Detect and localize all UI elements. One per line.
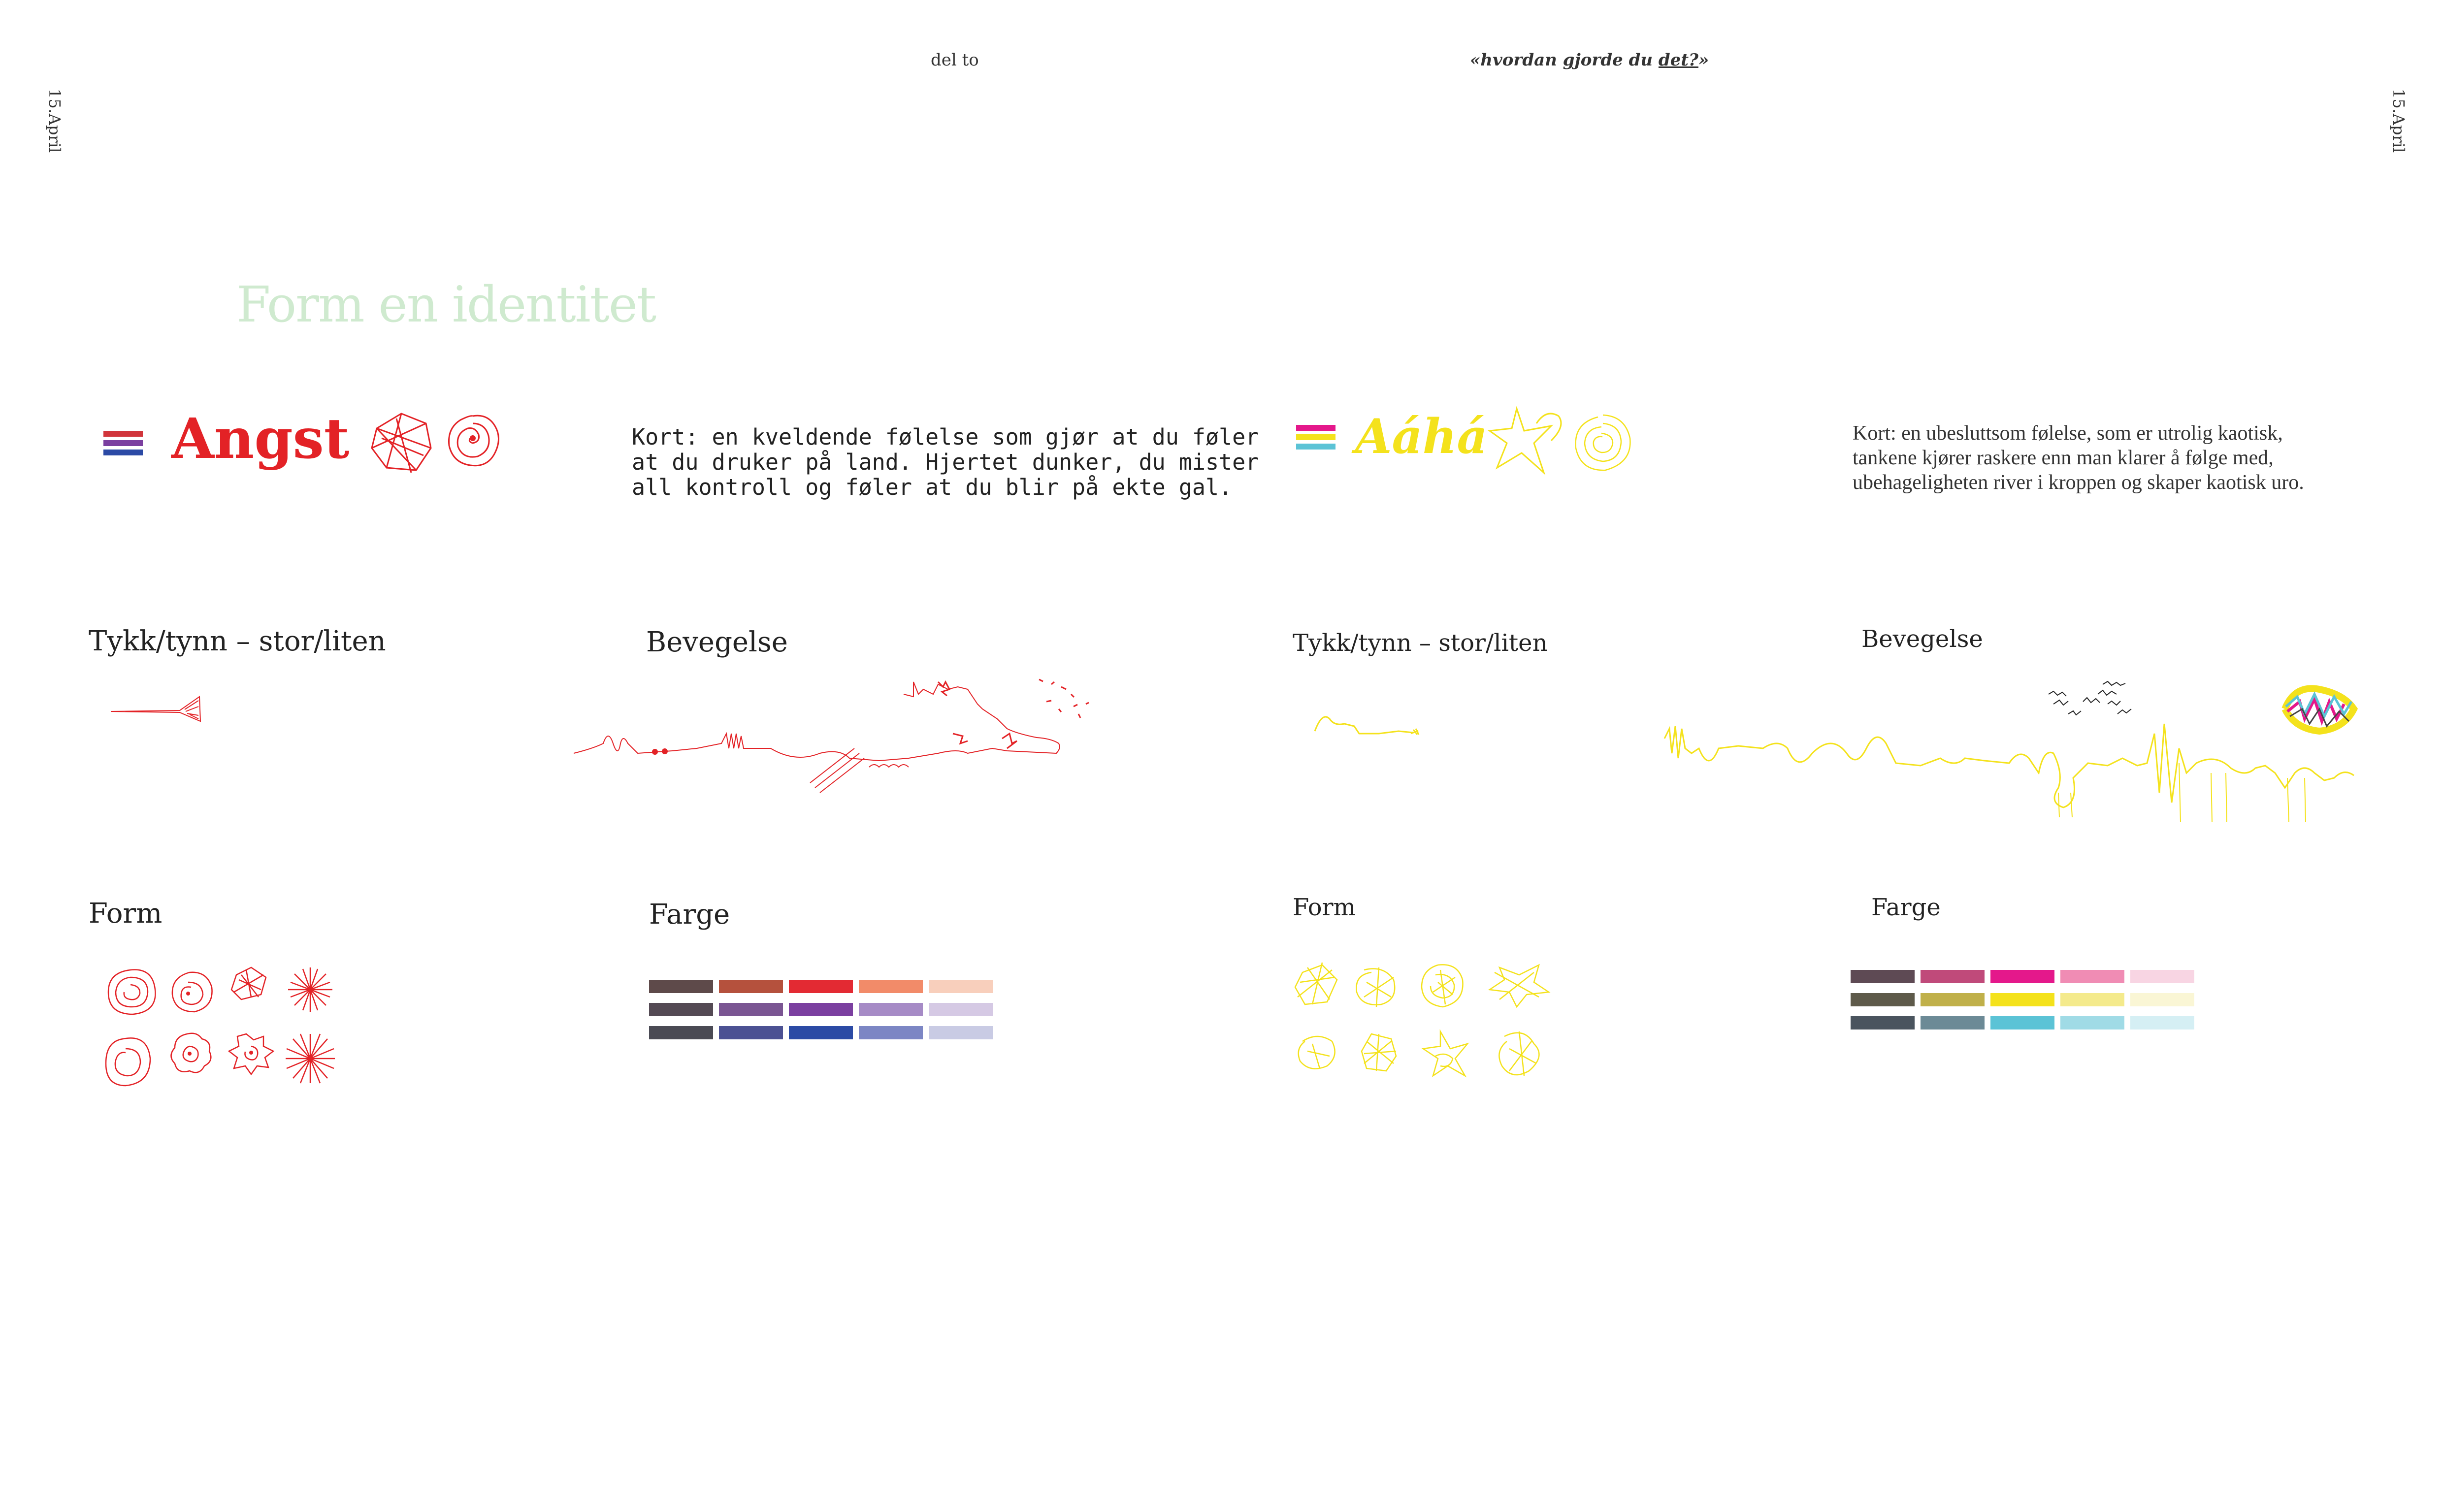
swatch bbox=[649, 1003, 713, 1016]
swatch bbox=[929, 1026, 993, 1039]
swatch bbox=[2130, 970, 2194, 983]
flag-stripe-2 bbox=[1296, 434, 1336, 440]
swatch bbox=[1851, 1016, 1915, 1029]
swatch bbox=[2060, 993, 2124, 1006]
swatch bbox=[1851, 970, 1915, 983]
swatch bbox=[649, 980, 713, 993]
swatch bbox=[1851, 993, 1915, 1006]
aaha-star-icon bbox=[1487, 404, 1566, 478]
aaha-movement-line-icon bbox=[1664, 675, 2383, 837]
quote-text: hvordan gjorde du bbox=[1480, 50, 1659, 70]
quote-link: det? bbox=[1658, 50, 1698, 70]
swatch bbox=[1921, 1016, 1985, 1029]
swatch bbox=[719, 980, 783, 993]
flag-stripe-1 bbox=[1296, 425, 1336, 431]
swatch bbox=[1921, 970, 1985, 983]
label-form-left: Form bbox=[89, 898, 163, 930]
flag-stripe-3 bbox=[1296, 444, 1336, 450]
aaha-description bbox=[1853, 421, 2304, 495]
label-movement-left: Bevegelse bbox=[646, 626, 788, 658]
aaha-flag-icon bbox=[1296, 425, 1336, 453]
swatch bbox=[649, 1026, 713, 1039]
swatch bbox=[859, 1026, 923, 1039]
swatch bbox=[719, 1026, 783, 1039]
angst-spiral-icon bbox=[443, 411, 502, 470]
swatch bbox=[929, 980, 993, 993]
label-form-right: Form bbox=[1293, 894, 1356, 921]
label-size-right: Tykk/tynn – stor/liten bbox=[1293, 629, 1548, 657]
swatch bbox=[789, 980, 853, 993]
swatch bbox=[859, 1003, 923, 1016]
desc-line: at du druker på land. Hjertet dunker, du mister bbox=[632, 449, 1259, 475]
label-size-left: Tykk/tynn – stor/liten bbox=[89, 625, 386, 657]
section-label: del to bbox=[931, 50, 979, 70]
swatch bbox=[2130, 1016, 2194, 1029]
desc-line: all kontroll og føler at du blir på ekte gal. bbox=[632, 474, 1233, 500]
date-right-vertical: 15.April bbox=[2389, 89, 2408, 153]
swatch bbox=[2060, 970, 2124, 983]
swatch bbox=[1990, 1016, 2054, 1029]
swatch bbox=[929, 1003, 993, 1016]
desc-line: tankene kjører raskere enn man klarer å følge med, bbox=[1853, 447, 2274, 469]
flag-stripe-3 bbox=[103, 450, 143, 455]
desc-line: Kort: en kveldende følelse som gjør at du føler bbox=[632, 424, 1259, 450]
swatch bbox=[789, 1003, 853, 1016]
swatch bbox=[1990, 993, 2054, 1006]
aaha-spiral-icon bbox=[1571, 411, 1635, 475]
flag-stripe-2 bbox=[103, 440, 143, 446]
angst-thick-thin-stroke-icon bbox=[111, 692, 204, 726]
swatch bbox=[2060, 1016, 2124, 1029]
swatch bbox=[1921, 993, 1985, 1006]
date-left-vertical: 15.April bbox=[45, 89, 64, 153]
angst-description bbox=[632, 424, 1259, 500]
desc-line: ubehageligheten river i kroppen og skaper kaotisk uro. bbox=[1853, 471, 2304, 494]
swatch bbox=[719, 1003, 783, 1016]
aaha-color-palette bbox=[1851, 970, 2194, 1029]
angst-movement-line-icon bbox=[574, 675, 1115, 812]
swatch bbox=[859, 980, 923, 993]
label-color-left: Farge bbox=[649, 899, 730, 931]
angst-form-scribbles-icon bbox=[103, 965, 359, 1098]
flag-stripe-1 bbox=[103, 431, 143, 437]
swatch bbox=[1990, 970, 2054, 983]
swatch bbox=[2130, 993, 2194, 1006]
label-movement-right: Bevegelse bbox=[1861, 625, 1983, 653]
running-title bbox=[1470, 50, 1709, 70]
label-color-right: Farge bbox=[1871, 894, 1941, 921]
quote-close: » bbox=[1698, 50, 1709, 70]
angst-scribble-star-icon bbox=[367, 409, 436, 478]
angst-color-palette bbox=[649, 980, 993, 1039]
page-title: Form en identitet bbox=[236, 276, 656, 333]
quote-open: « bbox=[1470, 50, 1481, 70]
emotion-word-aaha: Aáhá bbox=[1355, 409, 1488, 464]
aaha-form-scribbles-icon bbox=[1293, 958, 1583, 1083]
angst-flag-icon bbox=[103, 431, 143, 459]
aaha-thick-thin-stroke-icon bbox=[1315, 709, 1428, 739]
desc-line: Kort: en ubesluttsom følelse, som er utrolig kaotisk, bbox=[1853, 422, 2283, 445]
emotion-word-angst: Angst bbox=[171, 407, 350, 471]
swatch bbox=[789, 1026, 853, 1039]
